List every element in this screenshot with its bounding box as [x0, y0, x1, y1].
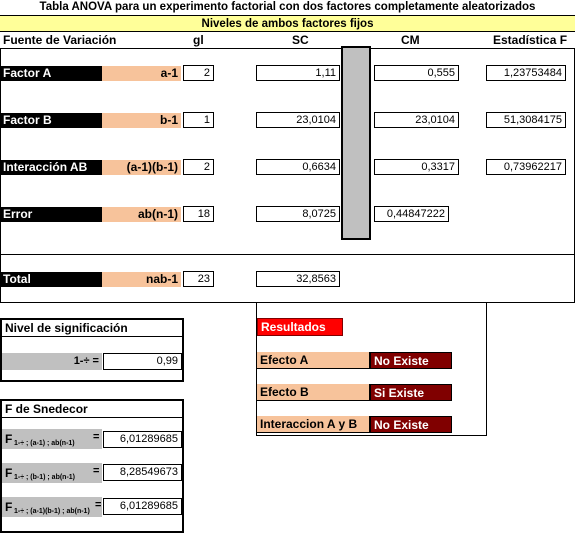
significance-divider [2, 336, 182, 337]
row-formula-error: ab(n-1) [102, 207, 181, 222]
header-sc: SC [292, 33, 309, 47]
resultados-button[interactable]: Resultados [257, 318, 343, 336]
result-value-efecto-a: No Existe [370, 352, 452, 369]
row-formula-factor-b: b-1 [102, 113, 181, 128]
cell-gl-total: 23 [183, 271, 214, 287]
result-label-efecto-a: Efecto A [257, 352, 370, 369]
cell-cm-factor-a: 0,555 [374, 65, 459, 81]
cell-sc-total: 32,8563 [256, 271, 340, 287]
snedecor-value-a: 6,01289685 [103, 431, 182, 448]
result-label-efecto-b: Efecto B [257, 384, 370, 401]
header-f: Estadística F [493, 33, 568, 47]
cell-f-factor-b: 51,3084175 [486, 112, 566, 128]
row-label-factor-a: Factor A [0, 66, 102, 81]
cell-f-factor-a: 1,23753484 [486, 65, 566, 81]
snedecor-label-a: F 1-÷ ; (a-1) ; ab(n-1) = [2, 429, 102, 449]
divider-bar [341, 46, 371, 240]
row-label-total: Total [0, 272, 102, 287]
row-formula-interaccion: (a-1)(b-1) [102, 160, 181, 175]
row-formula-factor-a: a-1 [102, 66, 181, 81]
snedecor-label-b: F 1-÷ ; (b-1) ; ab(n-1) = [2, 463, 102, 483]
snedecor-label-ab: F 1-÷ ; (a-1)(b-1) ; ab(n-1) = [2, 497, 102, 517]
cell-sc-interaccion: 0,6634 [256, 159, 340, 175]
cell-cm-error: 0,44847222 [374, 206, 449, 222]
cell-sc-factor-b: 23,0104 [256, 112, 340, 128]
cell-gl-interaccion: 2 [183, 159, 214, 175]
significance-label: 1-÷ = [2, 353, 102, 370]
cell-f-interaccion: 0,73962217 [486, 159, 566, 175]
row-label-factor-b: Factor B [0, 113, 102, 128]
result-value-efecto-b: Si Existe [370, 384, 452, 401]
result-label-interaccion: Interaccion A y B [257, 416, 370, 433]
snedecor-title: F de Snedecor [5, 402, 88, 416]
snedecor-panel [0, 399, 184, 533]
cell-gl-error: 18 [183, 206, 214, 222]
snedecor-value-b: 8,28549673 [103, 464, 182, 481]
row-label-interaccion: Interacción AB [0, 160, 102, 175]
cell-gl-factor-a: 2 [183, 65, 214, 81]
snedecor-divider [2, 417, 182, 418]
cell-gl-factor-b: 1 [183, 112, 214, 128]
significance-panel [0, 318, 184, 382]
cell-cm-interaccion: 0,3317 [374, 159, 459, 175]
header-cm: CM [401, 33, 420, 47]
row-label-error: Error [0, 207, 102, 222]
page-subtitle: Niveles de ambos factores fijos [0, 15, 575, 31]
header-gl: gl [193, 33, 204, 47]
result-value-interaccion: No Existe [370, 416, 452, 433]
table-header [0, 31, 575, 49]
significance-input[interactable]: 0,99 [103, 353, 182, 370]
significance-title: Nivel de significación [5, 321, 128, 335]
row-formula-total: nab-1 [102, 272, 181, 287]
header-fuente: Fuente de Variación [3, 33, 117, 47]
page-title: Tabla ANOVA para un experimento factorial con dos factores completamente aleatorizados [39, 1, 536, 13]
snedecor-value-ab: 6,01289685 [103, 498, 182, 515]
cell-sc-error: 8,0725 [256, 206, 340, 222]
cell-cm-factor-b: 23,0104 [374, 112, 459, 128]
cell-sc-factor-a: 1,11 [256, 65, 340, 81]
